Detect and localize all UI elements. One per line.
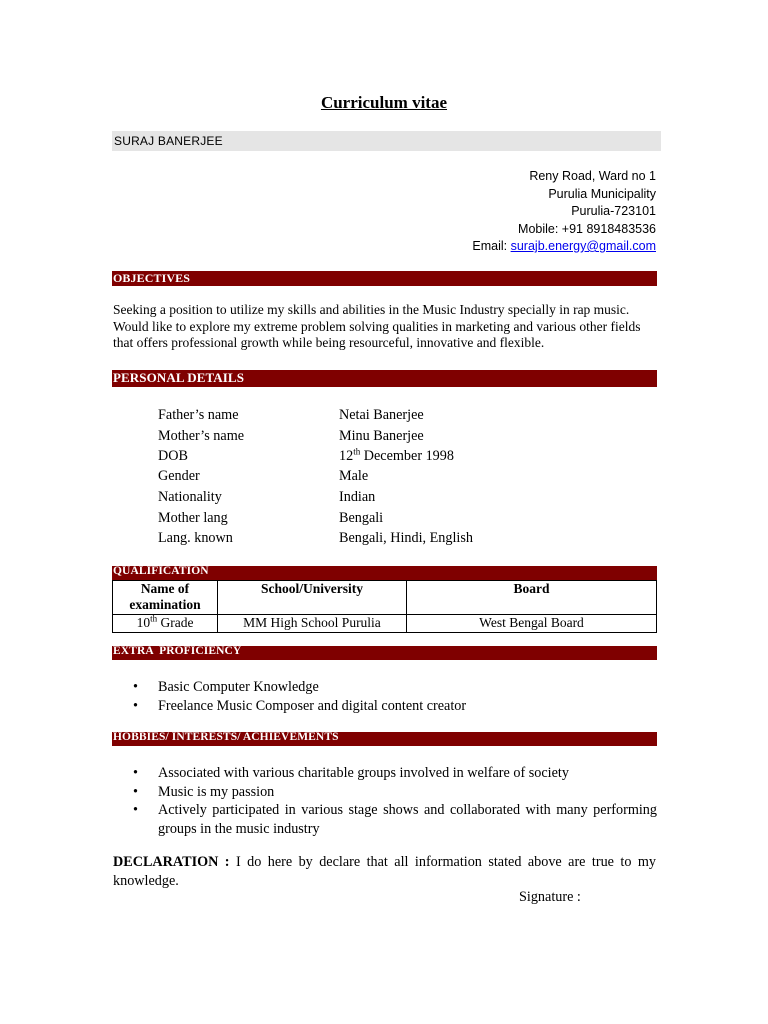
qualification-table bbox=[112, 580, 657, 633]
list-item-text: Actively participated in various stage shows and collaborated with many performing groups in the music industry bbox=[158, 802, 657, 837]
bullet-icon: • bbox=[133, 697, 138, 714]
list-item bbox=[112, 801, 657, 838]
section-header-objectives bbox=[112, 271, 657, 286]
objective-line: Seeking a position to utilize my skills and abilities in the Music Industry specially in rap music. bbox=[113, 302, 630, 317]
exam-cell bbox=[113, 615, 218, 633]
declaration-label: DECLARATION : bbox=[113, 854, 230, 870]
personal-key: DOB bbox=[158, 448, 188, 464]
objective-line: that offers professional growth while being resourceful, innovative and flexible. bbox=[113, 335, 545, 350]
personal-row bbox=[158, 468, 658, 489]
personal-row bbox=[158, 448, 658, 469]
dob-day: 12 bbox=[339, 448, 354, 464]
email-line bbox=[472, 238, 656, 256]
personal-row bbox=[158, 428, 658, 449]
candidate-name: SURAJ BANERJEE bbox=[114, 134, 223, 148]
section-title: PERSONAL DETAILS bbox=[113, 370, 245, 385]
bullet-icon: • bbox=[133, 783, 138, 800]
personal-row bbox=[158, 489, 658, 510]
personal-value: Bengali, Hindi, English bbox=[339, 530, 473, 546]
personal-key: Gender bbox=[158, 468, 200, 484]
list-item bbox=[112, 764, 657, 783]
bullet-icon: • bbox=[133, 679, 138, 695]
section-title: QUALIFICATION bbox=[113, 565, 209, 577]
personal-value: Male bbox=[339, 468, 369, 484]
section-header-personal bbox=[112, 370, 657, 387]
section-header-hobbies bbox=[112, 732, 657, 746]
objective-line: Would like to explore my extreme problem solving qualities in marketing and various other fields bbox=[113, 318, 641, 334]
personal-value: Minu Banerjee bbox=[339, 428, 424, 444]
section-title: HOBBIES/ INTERESTS/ ACHIEVEMENTS bbox=[113, 731, 339, 743]
header-cell: Board bbox=[407, 581, 657, 615]
personal-row bbox=[158, 510, 658, 531]
list-item bbox=[112, 678, 657, 697]
list-item-text: Music is my passion bbox=[158, 783, 275, 800]
page-title: Curriculum vitae bbox=[320, 93, 448, 112]
personal-key: Mother’s name bbox=[158, 428, 245, 444]
address-line-3: Purulia-723101 bbox=[571, 204, 656, 218]
exam-number: 10 bbox=[136, 615, 151, 630]
personal-key: Father’s name bbox=[158, 407, 239, 423]
personal-value: Indian bbox=[339, 489, 376, 505]
header-cell: School/University bbox=[218, 581, 407, 615]
list-item-text: Associated with various charitable groups involved in welfare of society bbox=[158, 765, 569, 781]
personal-key: Mother lang bbox=[158, 510, 228, 526]
exam-rest: Grade bbox=[157, 615, 194, 630]
personal-key: Nationality bbox=[158, 489, 222, 505]
personal-value: Netai Banerjee bbox=[339, 407, 424, 423]
mobile-number: Mobile: +91 8918483536 bbox=[518, 221, 656, 236]
section-header-qualification bbox=[112, 566, 657, 580]
email-link[interactable]: surajb.energy@gmail.com bbox=[510, 239, 656, 253]
section-title: EXTRA PROFICIENCY bbox=[113, 645, 242, 657]
declaration-text: I do here by declare that all information stated above are true to my knowledge. bbox=[113, 854, 657, 889]
personal-value bbox=[339, 448, 454, 465]
objective-paragraph bbox=[113, 302, 656, 352]
list-item-text: Freelance Music Composer and digital content creator bbox=[158, 697, 467, 714]
address-line-2: Purulia Municipality bbox=[548, 186, 656, 201]
personal-key: Lang. known bbox=[158, 530, 233, 546]
address-block bbox=[472, 168, 656, 256]
bullet-icon: • bbox=[133, 765, 138, 781]
personal-value: Bengali bbox=[339, 510, 384, 526]
section-header-extra bbox=[112, 646, 657, 660]
section-title: OBJECTIVES bbox=[113, 271, 191, 285]
header-cell: Name of examination bbox=[113, 581, 218, 615]
bullet-icon: • bbox=[133, 802, 138, 818]
personal-row bbox=[158, 530, 658, 551]
table-header-row bbox=[113, 581, 657, 615]
exam-suffix: th bbox=[150, 613, 158, 624]
signature-label: Signature : bbox=[519, 889, 581, 905]
name-bar bbox=[112, 131, 661, 151]
dob-rest: December 1998 bbox=[360, 448, 454, 464]
personal-row bbox=[158, 407, 658, 428]
dob-suffix: th bbox=[353, 446, 361, 457]
list-item bbox=[112, 697, 657, 716]
board-cell: West Bengal Board bbox=[407, 615, 657, 633]
declaration bbox=[113, 853, 656, 890]
hobbies-list bbox=[112, 764, 657, 838]
table-row bbox=[113, 615, 657, 633]
list-item bbox=[112, 783, 657, 802]
extra-list bbox=[112, 678, 657, 715]
school-cell: MM High School Purulia bbox=[218, 615, 407, 633]
list-item-text: Basic Computer Knowledge bbox=[158, 679, 319, 695]
email-label: Email: bbox=[472, 239, 511, 253]
address-line-1: Reny Road, Ward no 1 bbox=[529, 169, 656, 183]
